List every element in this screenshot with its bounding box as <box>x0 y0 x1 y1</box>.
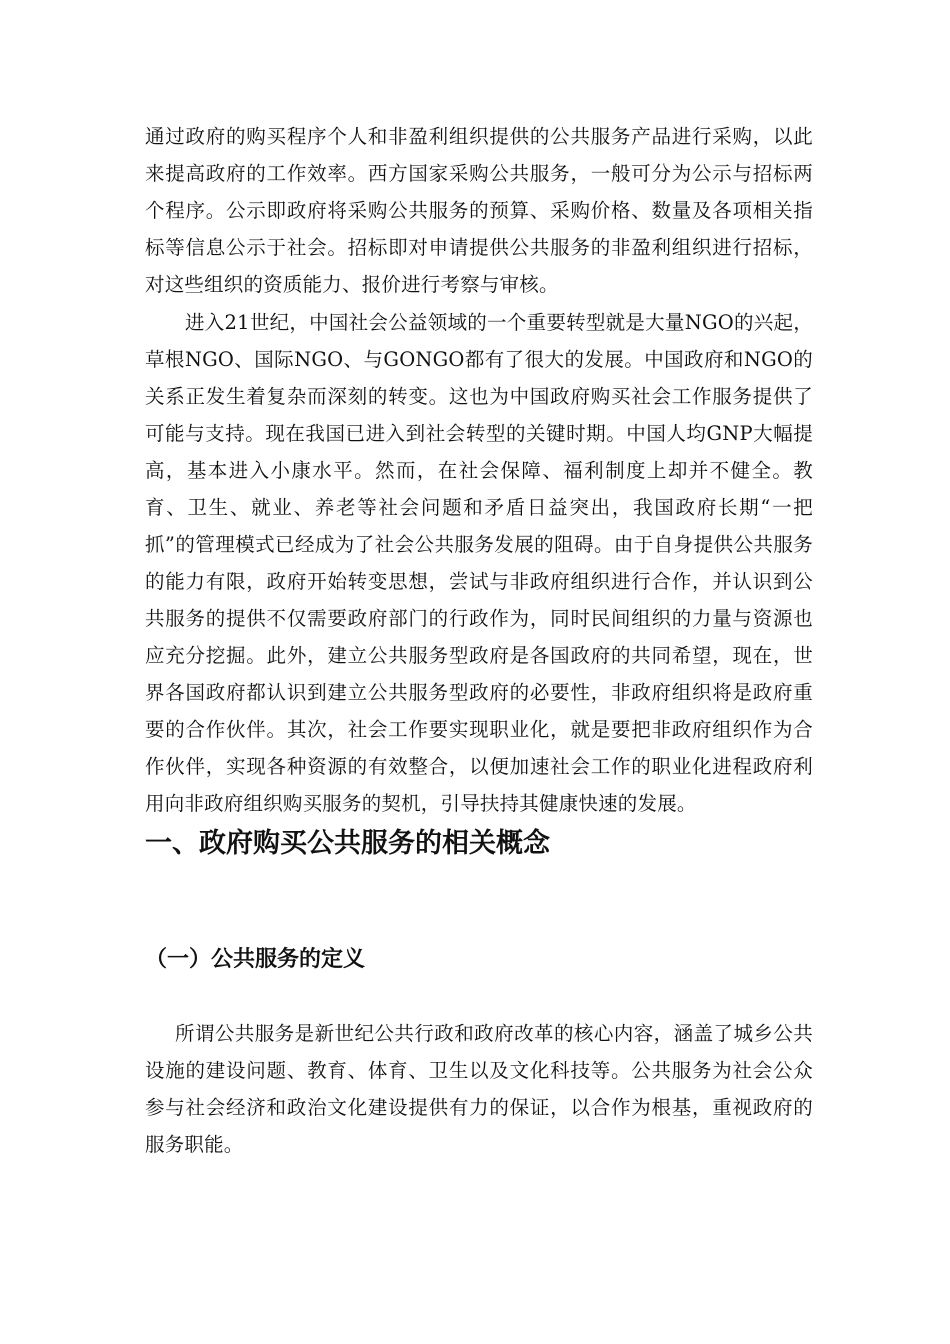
body-paragraph-procurement: 通过政府的购买程序个人和非盈利组织提供的公共服务产品进行采购，以此来提高政府的工作效率。西方国家采购公共服务，一般可分为公示与招标两个程序。公示即政府将采购公共服务的预算、采购价格、数量及各项相关指标等信息公示于社会。招标即对申请提供公共服务的非盈利组织进行招标，对这些组织的资质能力、报价进行考察与审核。 <box>145 125 813 296</box>
body-paragraph-ngo-rise: 进入21世纪，中国社会公益领域的一个重要转型就是大量NGO的兴起，草根NGO、国际NGO、与GONGO都有了很大的发展。中国政府和NGO的关系正发生着复杂而深刻的转变。这也为中国政府购买社会工作服务提供了可能与支持。现在我国已进入到社会转型的关键时期。中国人均GNP大幅提高，基本进入小康水平。然而，在社会保障、福利制度上却并不健全。教育、卫生、就业、养老等社会问题和矛盾日益突出，我国政府长期“一把抓”的管理模式已经成为了社会公共服务发展的阻碍。由于自身提供公共服务的能力有限，政府开始转变思想，尝试与非政府组织进行合作，并认识到公共服务的提供不仅需要政府部门的行政作为，同时民间组织的力量与资源也应充分挖掘。此外，建立公共服务型政府是各国政府的共同希望，现在，世界各国政府都认识到建立公共服务型政府的必要性，非政府组织将是政府重要的合作伙伴。其次，社会工作要实现职业化，就是要把非政府组织作为合作伙伴，实现各种资源的有效整合，以便加速社会工作的职业化进程政府利用向非政府组织购买服务的契机，引导扶持其健康快速的发展。 <box>145 311 813 815</box>
subsection-heading: （一）公共服务的定义 <box>145 947 366 972</box>
body-paragraph-definition: 所谓公共服务是新世纪公共行政和政府改革的核心内容，涵盖了城乡公共设施的建设问题、教育、体育、卫生以及文化科技等。公共服务为社会公众参与社会经济和政治文化建设提供有力的保证，以合作为根基，重视政府的服务职能。 <box>145 1022 813 1156</box>
section-heading: 一、政府购买公共服务的相关概念 <box>145 828 550 859</box>
